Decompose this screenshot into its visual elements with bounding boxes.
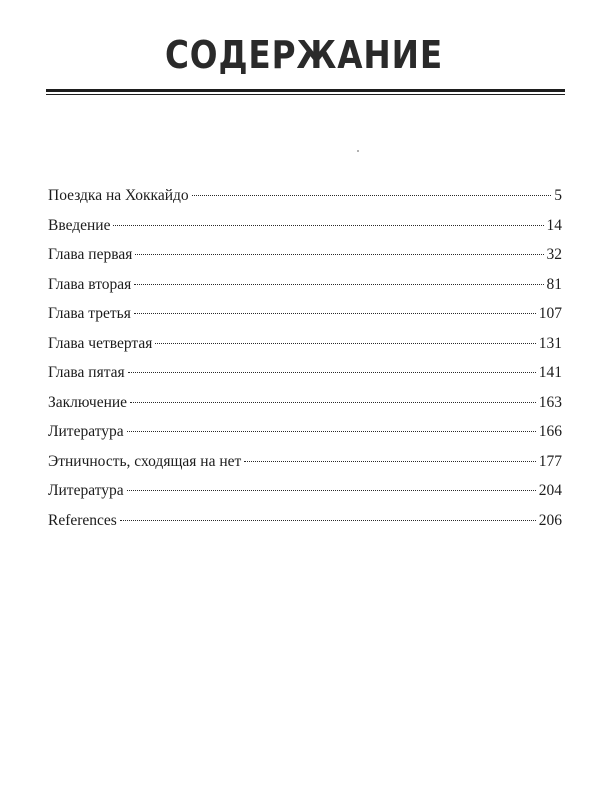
toc-entry-page: 32: [546, 246, 562, 263]
page-title: СОДЕРЖАНИЕ: [164, 33, 444, 77]
toc-dot-leader: [135, 254, 543, 255]
toc-entry-page: 163: [538, 393, 562, 411]
toc-entry-page: 131: [538, 334, 562, 352]
toc-entry: [48, 214, 562, 244]
paper-speck: [357, 150, 359, 152]
toc-entry-title: Глава пятая: [48, 364, 125, 381]
toc-dot-leader: [127, 431, 536, 432]
toc-entry: [48, 332, 562, 362]
toc-entry: [48, 420, 562, 450]
toc-entry-title: Глава третья: [48, 305, 131, 322]
toc-entry-title: Поездка на Хоккайдо: [48, 187, 189, 204]
toc-entry-page: 206: [538, 511, 562, 529]
toc-entry-page: 5: [554, 187, 562, 204]
toc-dot-leader: [127, 490, 536, 491]
title-rule-thick: [46, 89, 565, 92]
toc-dot-leader: [244, 461, 535, 462]
toc-dot-leader: [155, 343, 535, 344]
toc-entry-page: 141: [538, 364, 562, 381]
toc-entry: [48, 450, 562, 480]
toc-entry: [48, 243, 562, 273]
toc-dot-leader: [134, 284, 543, 285]
toc-dot-leader: [192, 195, 552, 196]
toc-entry-title: Литература: [48, 423, 124, 440]
toc-entry-title: Введение: [48, 216, 111, 234]
toc-entry: [48, 479, 562, 509]
toc-entry-title: Глава первая: [48, 246, 133, 263]
toc-entry-title: Заключение: [48, 393, 128, 411]
toc-entry-title: Этничность, сходящая на нет: [48, 452, 242, 470]
toc-entry-title: References: [48, 511, 117, 529]
toc-entry-page: 107: [538, 305, 562, 322]
toc-entry-page: 177: [538, 452, 562, 470]
toc-dot-leader: [113, 225, 543, 226]
toc-entry: [48, 509, 562, 539]
toc-dot-leader: [128, 372, 536, 373]
table-of-contents: [48, 184, 562, 538]
toc-dot-leader: [120, 520, 536, 521]
toc-entry-page: 14: [546, 216, 562, 234]
toc-entry: [48, 302, 562, 332]
toc-entry: [48, 273, 562, 303]
toc-entry-page: 81: [546, 275, 562, 293]
toc-entry-title: Глава четвертая: [48, 334, 153, 352]
toc-entry-page: 204: [538, 482, 562, 499]
toc-entry: [48, 361, 562, 391]
toc-entry: [48, 184, 562, 214]
toc-entry-page: 166: [538, 423, 562, 440]
toc-entry: [48, 391, 562, 421]
toc-dot-leader: [134, 313, 536, 314]
toc-dot-leader: [130, 402, 536, 403]
toc-entry-title: Глава вторая: [48, 275, 132, 293]
toc-entry-title: Литература: [48, 482, 124, 499]
title-rule-thin: [46, 94, 565, 95]
